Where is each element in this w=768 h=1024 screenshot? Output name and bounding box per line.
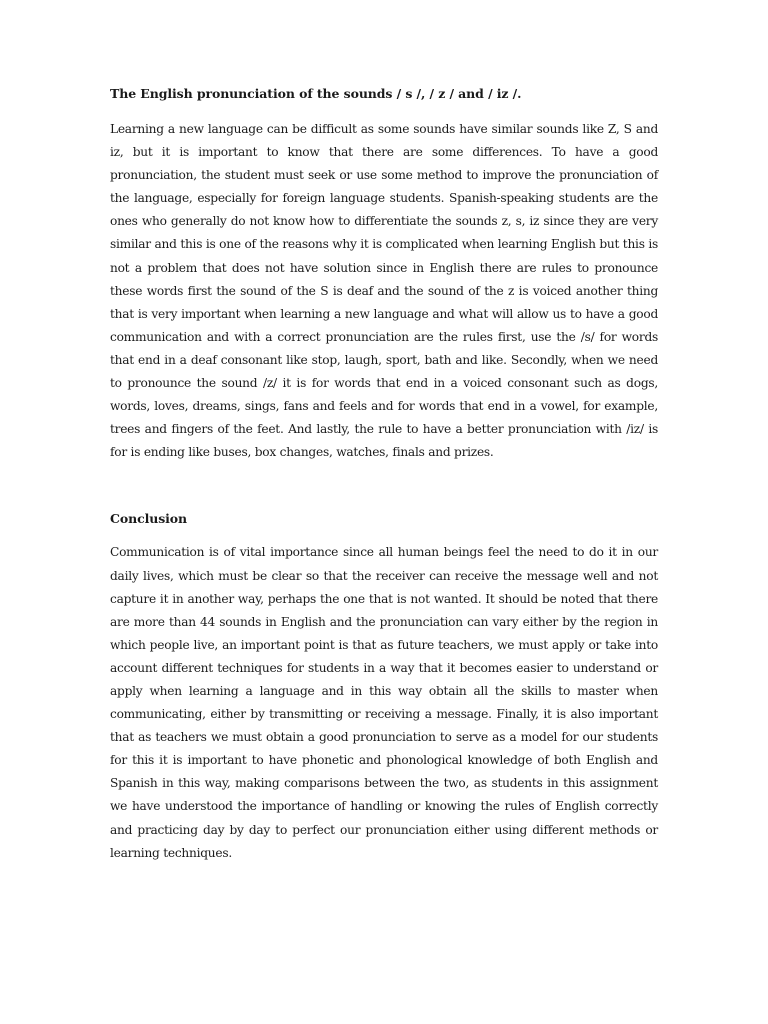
- conclusion-heading: Conclusion: [110, 511, 188, 527]
- document-title: The English pronunciation of the sounds / s /, / z / and / iz /.: [110, 86, 522, 101]
- document-content: [110, 84, 658, 865]
- body-paragraph-pronunciation: Learning a new language can be difficult as some sounds have similar sounds like Z, S and iz, but it is important to know that there are some differences. To have a good pronunciation, the student must seek or use some method to improve the pronunciation of the language, especially for foreign language students. Spanish-speaking students are the ones who generally do not know how to differentiate the sounds z, s, iz since they are very similar and this is one of the reasons why it is complicated when learning English but this is not a problem that does not have solution since in English there are rules to pronounce these words first the sound of the S is deaf and the sound of the z is voiced another thing that is very important when learning a new language and what will allow us to have a good communication and with a correct pronunciation are the rules first, use the /s/ for words that end in a deaf consonant like stop, laugh, sport, bath and like. Secondly, when we need to pronounce the sound /z/ it is for words that end in a voiced consonant such as dogs, words, loves, dreams, sings, fans and feels and for words that end in a vowel, for example, trees and fingers of the feet. And lastly, the rule to have a better pronunciation with /iz/ is for is ending like buses, box changes, watches, finals and prizes.: [110, 122, 658, 460]
- body-paragraph-conclusion: Communication is of vital importance since all human beings feel the need to do it in our daily lives, which must be clear so that the receiver can receive the message well and not capture it in another way, perhaps the one that is not wanted. It should be noted that there are more than 44 sounds in English and the pronunciation can vary either by the region in which people live, an important point is that as future teachers, we must apply or take into account different techniques for students in a way that it becomes easier to understand or apply when learning a language and in this way obtain all the skills to master when communicating, either by transmitting or receiving a message. Finally, it is also important that as teachers we must obtain a good pronunciation to serve as a model for our students for this it is important to have phonetic and phonological knowledge of both English and Spanish in this way, making comparisons between the two, as students in this assignment we have understood the importance of handling or knowing the rules of English correctly and practicing day by day to perfect our pronunciation either using different methods or learning techniques.: [110, 545, 658, 860]
